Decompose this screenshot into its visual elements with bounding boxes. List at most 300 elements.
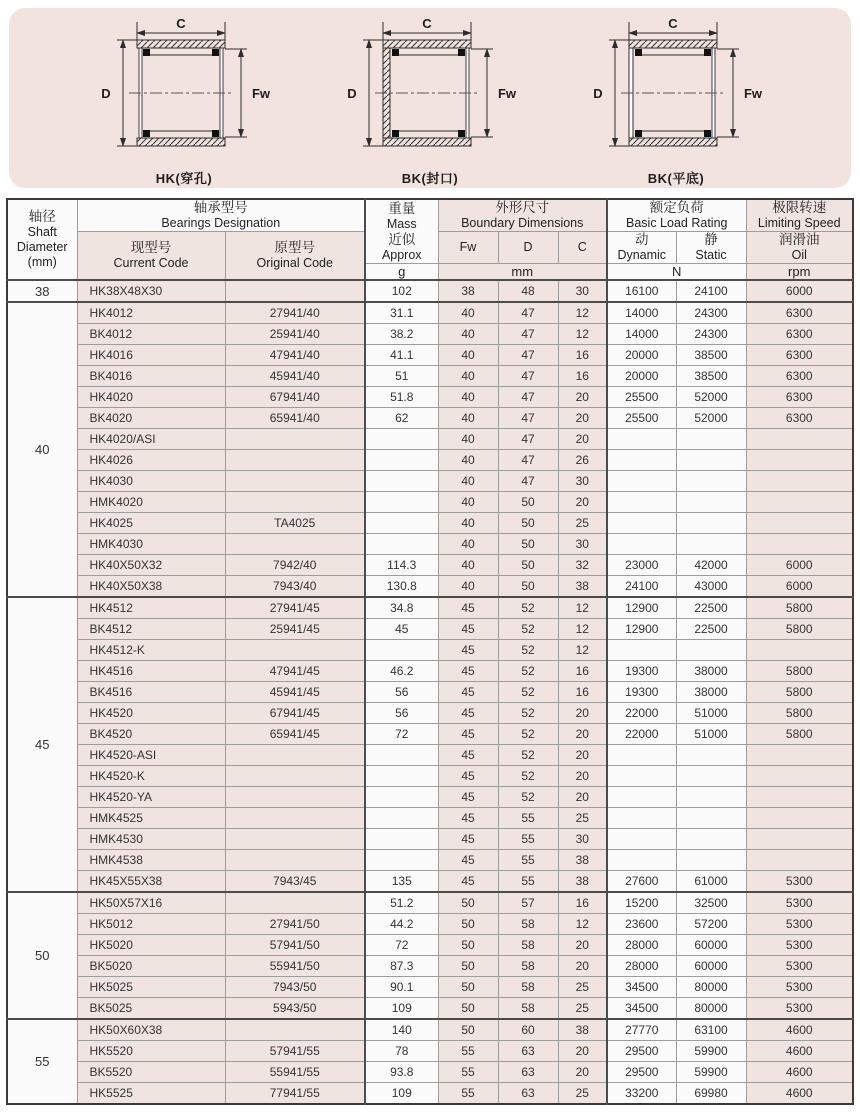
cell-current: HMK4530 bbox=[77, 829, 225, 850]
header-line: 原型号 bbox=[274, 240, 315, 255]
header-mass-approx bbox=[365, 199, 438, 264]
cell-original: 7943/45 bbox=[225, 871, 365, 893]
cell-d: 48 bbox=[498, 280, 558, 302]
cell-mass bbox=[365, 787, 438, 808]
cell-mass bbox=[365, 534, 438, 555]
cell-original bbox=[225, 766, 365, 787]
cell-stat: 38000 bbox=[676, 682, 746, 703]
cell-current: BK5020 bbox=[77, 956, 225, 977]
cell-dyn: 27600 bbox=[607, 871, 676, 893]
cell-oil bbox=[746, 850, 853, 871]
bearing-spec-table bbox=[6, 198, 854, 1105]
cell-original bbox=[225, 280, 365, 302]
cell-oil: 5300 bbox=[746, 892, 853, 914]
cell-current: HK4025 bbox=[77, 513, 225, 534]
cell-c: 25 bbox=[558, 998, 607, 1020]
header-basic-load-rating bbox=[607, 199, 746, 232]
dim-fw-label: Fw bbox=[251, 86, 271, 101]
header-line: Static bbox=[695, 248, 727, 262]
cell-mass: 109 bbox=[365, 998, 438, 1020]
cell-original bbox=[225, 892, 365, 914]
header-shaft-diameter bbox=[7, 199, 77, 280]
cell-stat: 32500 bbox=[676, 892, 746, 914]
cell-current: HK50X57X16 bbox=[77, 892, 225, 914]
dim-c-label: C bbox=[422, 18, 432, 31]
cell-d: 55 bbox=[498, 871, 558, 893]
header-original-code bbox=[225, 232, 365, 281]
cell-stat: 24300 bbox=[676, 302, 746, 324]
cell-oil bbox=[746, 450, 853, 471]
cell-original: 57941/55 bbox=[225, 1041, 365, 1062]
header-dynamic bbox=[607, 232, 676, 264]
cell-c: 16 bbox=[558, 345, 607, 366]
cell-c: 20 bbox=[558, 703, 607, 724]
dim-fw-label: Fw bbox=[743, 86, 763, 101]
cell-oil: 5300 bbox=[746, 935, 853, 956]
table-row bbox=[7, 829, 853, 850]
cell-d: 63 bbox=[498, 1083, 558, 1105]
header-line: N bbox=[672, 264, 682, 279]
cell-current: BK5520 bbox=[77, 1062, 225, 1083]
header-line: rpm bbox=[788, 264, 811, 279]
cell-d: 58 bbox=[498, 914, 558, 935]
header-line: Bearings Designation bbox=[161, 216, 281, 230]
cell-fw: 45 bbox=[438, 682, 498, 703]
cell-oil bbox=[746, 513, 853, 534]
cell-fw: 45 bbox=[438, 871, 498, 893]
shaft-diameter-cell: 50 bbox=[7, 892, 77, 1019]
cell-original: 45941/40 bbox=[225, 366, 365, 387]
cell-current: HMK4525 bbox=[77, 808, 225, 829]
cell-mass bbox=[365, 745, 438, 766]
cell-c: 30 bbox=[558, 534, 607, 555]
cell-d: 52 bbox=[498, 766, 558, 787]
cell-dyn: 19300 bbox=[607, 661, 676, 682]
cell-current: HK5520 bbox=[77, 1041, 225, 1062]
table-row bbox=[7, 935, 853, 956]
cell-original: 27941/40 bbox=[225, 302, 365, 324]
cell-dyn: 23000 bbox=[607, 555, 676, 576]
cell-oil: 4600 bbox=[746, 1019, 853, 1041]
cell-current: HK40X50X32 bbox=[77, 555, 225, 576]
cell-fw: 55 bbox=[438, 1062, 498, 1083]
cell-d: 63 bbox=[498, 1062, 558, 1083]
cell-stat bbox=[676, 534, 746, 555]
table-body bbox=[7, 280, 853, 1104]
cell-current: HMK4020 bbox=[77, 492, 225, 513]
table-row bbox=[7, 703, 853, 724]
cell-original: 47941/45 bbox=[225, 661, 365, 682]
cell-c: 12 bbox=[558, 619, 607, 640]
dim-d-label: D bbox=[101, 86, 111, 101]
table-row bbox=[7, 513, 853, 534]
cell-mass bbox=[365, 766, 438, 787]
cell-original: 55941/55 bbox=[225, 1062, 365, 1083]
bearing-figure-bk-sealed bbox=[339, 18, 521, 187]
table-row bbox=[7, 576, 853, 598]
header-limiting-speed bbox=[746, 199, 853, 232]
cell-c: 16 bbox=[558, 682, 607, 703]
cell-stat: 52000 bbox=[676, 408, 746, 429]
cell-fw: 40 bbox=[438, 492, 498, 513]
cell-fw: 40 bbox=[438, 302, 498, 324]
cell-c: 12 bbox=[558, 324, 607, 345]
cell-original bbox=[225, 829, 365, 850]
dim-c-label: C bbox=[176, 18, 186, 31]
cell-fw: 45 bbox=[438, 640, 498, 661]
cell-d: 52 bbox=[498, 682, 558, 703]
table-row bbox=[7, 302, 853, 324]
cell-dyn: 23600 bbox=[607, 914, 676, 935]
cell-d: 55 bbox=[498, 808, 558, 829]
cell-d: 58 bbox=[498, 977, 558, 998]
cell-c: 20 bbox=[558, 1062, 607, 1083]
cell-dyn bbox=[607, 808, 676, 829]
table-row bbox=[7, 280, 853, 302]
cell-original bbox=[225, 640, 365, 661]
cell-fw: 40 bbox=[438, 366, 498, 387]
cell-stat bbox=[676, 429, 746, 450]
header-line: Basic Load Rating bbox=[626, 216, 728, 230]
cell-current: HK4020 bbox=[77, 387, 225, 408]
header-line: 动 bbox=[635, 232, 649, 247]
cell-fw: 40 bbox=[438, 324, 498, 345]
cell-dyn bbox=[607, 513, 676, 534]
cell-d: 52 bbox=[498, 745, 558, 766]
cell-oil bbox=[746, 787, 853, 808]
cell-original bbox=[225, 429, 365, 450]
cell-d: 50 bbox=[498, 534, 558, 555]
cell-d: 58 bbox=[498, 998, 558, 1020]
dim-c-label: C bbox=[668, 18, 678, 31]
header-fw bbox=[438, 232, 498, 264]
cell-stat: 61000 bbox=[676, 871, 746, 893]
cell-fw: 40 bbox=[438, 345, 498, 366]
cell-fw: 40 bbox=[438, 429, 498, 450]
cell-mass bbox=[365, 450, 438, 471]
cell-mass: 130.8 bbox=[365, 576, 438, 598]
cell-fw: 55 bbox=[438, 1041, 498, 1062]
cell-dyn: 28000 bbox=[607, 956, 676, 977]
header-line: 轴承型号 bbox=[193, 200, 248, 215]
cell-c: 20 bbox=[558, 935, 607, 956]
cell-d: 52 bbox=[498, 619, 558, 640]
cell-original bbox=[225, 450, 365, 471]
cell-c: 20 bbox=[558, 745, 607, 766]
cell-current: HK40X50X38 bbox=[77, 576, 225, 598]
cell-fw: 45 bbox=[438, 850, 498, 871]
cell-stat bbox=[676, 829, 746, 850]
cell-mass: 34.8 bbox=[365, 597, 438, 619]
table-row bbox=[7, 1019, 853, 1041]
cell-oil: 6300 bbox=[746, 345, 853, 366]
cell-current: HK4512 bbox=[77, 597, 225, 619]
cell-c: 20 bbox=[558, 1041, 607, 1062]
cell-original: 25941/40 bbox=[225, 324, 365, 345]
cell-d: 47 bbox=[498, 366, 558, 387]
table-row bbox=[7, 766, 853, 787]
cell-dyn: 25500 bbox=[607, 408, 676, 429]
cell-dyn: 27770 bbox=[607, 1019, 676, 1041]
diagram-caption-bk-flat: BK(平底) bbox=[647, 171, 705, 186]
cell-stat bbox=[676, 513, 746, 534]
header-line: 近似 bbox=[388, 231, 416, 247]
cell-fw: 50 bbox=[438, 977, 498, 998]
table-row bbox=[7, 1041, 853, 1062]
cell-fw: 38 bbox=[438, 280, 498, 302]
table-row bbox=[7, 492, 853, 513]
cell-dyn: 29500 bbox=[607, 1062, 676, 1083]
cell-stat: 24300 bbox=[676, 324, 746, 345]
cell-original bbox=[225, 787, 365, 808]
table-row bbox=[7, 387, 853, 408]
cell-d: 50 bbox=[498, 513, 558, 534]
header-line: Mass bbox=[386, 216, 417, 231]
cell-stat bbox=[676, 766, 746, 787]
cell-current: HK4016 bbox=[77, 345, 225, 366]
cell-oil: 5800 bbox=[746, 597, 853, 619]
cell-original: TA4025 bbox=[225, 513, 365, 534]
cell-dyn: 33200 bbox=[607, 1083, 676, 1105]
header-d bbox=[498, 232, 558, 264]
cell-mass: 41.1 bbox=[365, 345, 438, 366]
cell-dyn bbox=[607, 640, 676, 661]
cell-fw: 40 bbox=[438, 555, 498, 576]
cell-d: 60 bbox=[498, 1019, 558, 1041]
cell-c: 20 bbox=[558, 956, 607, 977]
cell-oil: 6300 bbox=[746, 408, 853, 429]
cell-stat: 60000 bbox=[676, 956, 746, 977]
cell-d: 50 bbox=[498, 576, 558, 598]
cell-oil bbox=[746, 429, 853, 450]
cell-fw: 40 bbox=[438, 534, 498, 555]
header-line: 现型号 bbox=[130, 240, 172, 255]
cell-oil bbox=[746, 471, 853, 492]
cell-d: 63 bbox=[498, 1041, 558, 1062]
header-line: Fw bbox=[459, 240, 477, 254]
header-line: Limiting Speed bbox=[757, 216, 841, 230]
cell-mass: 44.2 bbox=[365, 914, 438, 935]
cell-dyn: 16100 bbox=[607, 280, 676, 302]
cell-d: 55 bbox=[498, 829, 558, 850]
cell-dyn: 12900 bbox=[607, 619, 676, 640]
cell-mass: 45 bbox=[365, 619, 438, 640]
cell-stat: 59900 bbox=[676, 1062, 746, 1083]
header-line: (mm) bbox=[27, 255, 57, 269]
cell-c: 26 bbox=[558, 450, 607, 471]
cell-current: HK4012 bbox=[77, 302, 225, 324]
table-row bbox=[7, 408, 853, 429]
cell-fw: 45 bbox=[438, 703, 498, 724]
cell-mass bbox=[365, 513, 438, 534]
cell-c: 12 bbox=[558, 597, 607, 619]
cell-d: 47 bbox=[498, 387, 558, 408]
cell-stat: 43000 bbox=[676, 576, 746, 598]
cell-mass: 31.1 bbox=[365, 302, 438, 324]
cell-dyn: 34500 bbox=[607, 977, 676, 998]
cell-current: HK5020 bbox=[77, 935, 225, 956]
shaft-diameter-cell: 55 bbox=[7, 1019, 77, 1104]
cell-d: 52 bbox=[498, 787, 558, 808]
cell-stat: 51000 bbox=[676, 703, 746, 724]
header-oil bbox=[746, 232, 853, 264]
cell-c: 38 bbox=[558, 576, 607, 598]
header-line: Boundary Dimensions bbox=[461, 216, 584, 230]
cell-original: 67941/45 bbox=[225, 703, 365, 724]
cell-oil: 4600 bbox=[746, 1062, 853, 1083]
cell-dyn bbox=[607, 450, 676, 471]
cell-dyn: 14000 bbox=[607, 324, 676, 345]
header-c bbox=[558, 232, 607, 264]
cell-dyn: 22000 bbox=[607, 724, 676, 745]
dim-d-label: D bbox=[347, 86, 357, 101]
cell-mass: 46.2 bbox=[365, 661, 438, 682]
cell-d: 47 bbox=[498, 429, 558, 450]
cell-original: 25941/45 bbox=[225, 619, 365, 640]
cell-c: 25 bbox=[558, 808, 607, 829]
cell-stat: 52000 bbox=[676, 387, 746, 408]
cell-oil: 6000 bbox=[746, 555, 853, 576]
cell-d: 47 bbox=[498, 408, 558, 429]
table-row bbox=[7, 745, 853, 766]
cell-original: 7943/40 bbox=[225, 576, 365, 598]
table-row bbox=[7, 682, 853, 703]
table-row bbox=[7, 787, 853, 808]
cell-oil bbox=[746, 766, 853, 787]
cell-d: 58 bbox=[498, 956, 558, 977]
cell-original: 65941/40 bbox=[225, 408, 365, 429]
cell-oil: 5300 bbox=[746, 914, 853, 935]
cell-dyn: 14000 bbox=[607, 302, 676, 324]
cell-d: 47 bbox=[498, 450, 558, 471]
cell-oil: 6300 bbox=[746, 302, 853, 324]
cell-stat: 51000 bbox=[676, 724, 746, 745]
cell-current: HK38X48X30 bbox=[77, 280, 225, 302]
diagram-caption-bk-sealed: BK(封口) bbox=[401, 171, 459, 186]
cell-stat bbox=[676, 471, 746, 492]
cell-oil: 5300 bbox=[746, 977, 853, 998]
cell-dyn bbox=[607, 745, 676, 766]
shaft-diameter-cell: 40 bbox=[7, 302, 77, 597]
cell-stat: 60000 bbox=[676, 935, 746, 956]
cell-oil: 5300 bbox=[746, 871, 853, 893]
table-row bbox=[7, 956, 853, 977]
cell-mass bbox=[365, 808, 438, 829]
cell-current: HMK4030 bbox=[77, 534, 225, 555]
table-row bbox=[7, 850, 853, 871]
cell-c: 16 bbox=[558, 366, 607, 387]
cell-current: BK4012 bbox=[77, 324, 225, 345]
header-line: 极限转速 bbox=[772, 200, 827, 215]
cell-dyn: 25500 bbox=[607, 387, 676, 408]
dim-d-label: D bbox=[593, 86, 603, 101]
cell-stat bbox=[676, 450, 746, 471]
table-row bbox=[7, 597, 853, 619]
header-line: 润滑油 bbox=[779, 232, 820, 247]
cell-c: 16 bbox=[558, 661, 607, 682]
cell-original: 47941/40 bbox=[225, 345, 365, 366]
cell-current: HK4520-YA bbox=[77, 787, 225, 808]
cell-fw: 45 bbox=[438, 724, 498, 745]
cell-stat: 63100 bbox=[676, 1019, 746, 1041]
cell-dyn: 20000 bbox=[607, 366, 676, 387]
table-row bbox=[7, 429, 853, 450]
cell-stat bbox=[676, 745, 746, 766]
cell-original: 77941/55 bbox=[225, 1083, 365, 1105]
cell-d: 52 bbox=[498, 703, 558, 724]
cell-original: 57941/50 bbox=[225, 935, 365, 956]
cell-c: 30 bbox=[558, 280, 607, 302]
cell-mass: 72 bbox=[365, 724, 438, 745]
cell-current: HK5525 bbox=[77, 1083, 225, 1105]
table-row bbox=[7, 640, 853, 661]
cell-current: HK50X60X38 bbox=[77, 1019, 225, 1041]
table-row bbox=[7, 724, 853, 745]
cell-c: 30 bbox=[558, 471, 607, 492]
cell-oil bbox=[746, 745, 853, 766]
table-row bbox=[7, 555, 853, 576]
shaft-diameter-cell: 45 bbox=[7, 597, 77, 892]
cell-c: 30 bbox=[558, 829, 607, 850]
unit-rpm bbox=[746, 264, 853, 281]
cell-stat: 38000 bbox=[676, 661, 746, 682]
cell-current: HK4516 bbox=[77, 661, 225, 682]
cell-fw: 45 bbox=[438, 661, 498, 682]
header-boundary-dimensions bbox=[438, 199, 607, 232]
table-row bbox=[7, 808, 853, 829]
unit-mm bbox=[438, 264, 607, 281]
cell-d: 47 bbox=[498, 471, 558, 492]
header-line: C bbox=[577, 240, 587, 254]
bearing-diagram-bk-flat bbox=[585, 18, 767, 168]
cell-oil: 6300 bbox=[746, 387, 853, 408]
cell-stat: 80000 bbox=[676, 998, 746, 1020]
cell-oil bbox=[746, 640, 853, 661]
cell-d: 57 bbox=[498, 892, 558, 914]
cell-stat: 59900 bbox=[676, 1041, 746, 1062]
cell-dyn bbox=[607, 534, 676, 555]
cell-original: 67941/40 bbox=[225, 387, 365, 408]
cell-d: 47 bbox=[498, 302, 558, 324]
cell-dyn: 20000 bbox=[607, 345, 676, 366]
cell-c: 38 bbox=[558, 1019, 607, 1041]
cell-original: 65941/45 bbox=[225, 724, 365, 745]
bearing-figure-bk-flat bbox=[585, 18, 767, 187]
cell-original: 55941/50 bbox=[225, 956, 365, 977]
cell-current: BK4512 bbox=[77, 619, 225, 640]
cell-original bbox=[225, 492, 365, 513]
cell-mass bbox=[365, 850, 438, 871]
header-line: Current Code bbox=[113, 256, 189, 270]
cell-d: 55 bbox=[498, 850, 558, 871]
cell-original bbox=[225, 808, 365, 829]
cell-mass: 102 bbox=[365, 280, 438, 302]
cell-mass: 78 bbox=[365, 1041, 438, 1062]
cell-stat bbox=[676, 850, 746, 871]
header-line: Dynamic bbox=[617, 248, 667, 262]
cell-oil: 6000 bbox=[746, 280, 853, 302]
cell-dyn: 24100 bbox=[607, 576, 676, 598]
cell-fw: 45 bbox=[438, 745, 498, 766]
cell-oil: 6300 bbox=[746, 324, 853, 345]
cell-c: 20 bbox=[558, 387, 607, 408]
cell-dyn bbox=[607, 829, 676, 850]
header-line: 静 bbox=[704, 232, 718, 247]
cell-mass: 90.1 bbox=[365, 977, 438, 998]
cell-current: HK5025 bbox=[77, 977, 225, 998]
cell-fw: 50 bbox=[438, 935, 498, 956]
header-bearings-designation bbox=[77, 199, 365, 232]
